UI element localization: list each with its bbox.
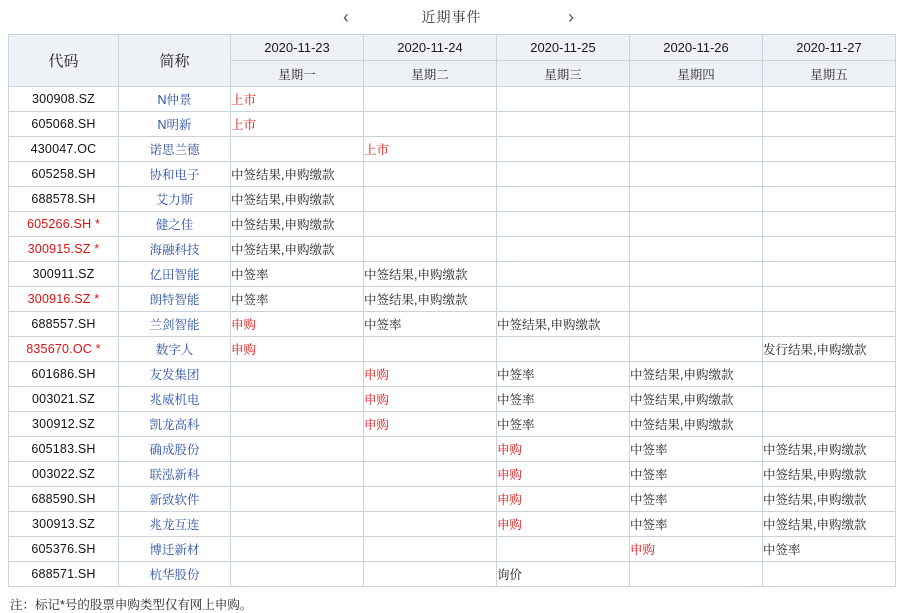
cell-event [364, 87, 497, 112]
cell-event [630, 562, 763, 587]
cell-code[interactable]: 688557.SH [9, 312, 119, 337]
cell-event [497, 137, 630, 162]
cell-code[interactable]: 300913.SZ [9, 512, 119, 537]
cell-name[interactable]: N仲景 [119, 87, 231, 112]
cell-event [231, 562, 364, 587]
cell-event: 中签率 [630, 437, 763, 462]
cell-event: 中签率 [497, 412, 630, 437]
cell-event: 申购 [231, 337, 364, 362]
cell-event: 申购 [364, 412, 497, 437]
table-row[interactable] [9, 87, 896, 112]
cell-code[interactable]: 300911.SZ [9, 262, 119, 287]
cell-code[interactable]: 601686.SH [9, 362, 119, 387]
cell-event [630, 112, 763, 137]
table-row[interactable] [9, 487, 896, 512]
cell-event [497, 212, 630, 237]
cell-name[interactable]: 杭华股份 [119, 562, 231, 587]
column-header-date-3: 2020-11-26 [630, 35, 763, 61]
cell-event [763, 262, 896, 287]
cell-name[interactable]: 数字人 [119, 337, 231, 362]
cell-name[interactable]: 兆龙互连 [119, 512, 231, 537]
table-row[interactable] [9, 187, 896, 212]
table-body [9, 87, 896, 587]
cell-event [364, 437, 497, 462]
cell-event [231, 137, 364, 162]
table-row[interactable] [9, 562, 896, 587]
table-row[interactable] [9, 537, 896, 562]
cell-name[interactable]: 兆威机电 [119, 387, 231, 412]
cell-event: 发行结果,申购缴款 [763, 337, 896, 362]
cell-name[interactable]: 艾力斯 [119, 187, 231, 212]
column-header-weekday-4: 星期五 [763, 61, 896, 87]
cell-event [763, 562, 896, 587]
cell-event [630, 162, 763, 187]
cell-event [231, 462, 364, 487]
column-header-weekday-3: 星期四 [630, 61, 763, 87]
column-header-weekday-0: 星期一 [231, 61, 364, 87]
cell-event [364, 112, 497, 137]
cell-event [364, 512, 497, 537]
cell-event [630, 87, 763, 112]
cell-code[interactable]: 300915.SZ * [9, 237, 119, 262]
cell-event: 中签率 [630, 512, 763, 537]
cell-event: 申购 [364, 387, 497, 412]
cell-event [763, 412, 896, 437]
cell-event [364, 462, 497, 487]
cell-event: 申购 [497, 512, 630, 537]
cell-event: 中签结果,申购缴款 [231, 187, 364, 212]
cell-event: 申购 [497, 462, 630, 487]
cell-code[interactable]: 003022.SZ [9, 462, 119, 487]
cell-code[interactable]: 300916.SZ * [9, 287, 119, 312]
cell-event [630, 137, 763, 162]
table-row[interactable] [9, 362, 896, 387]
cell-event: 中签率 [364, 312, 497, 337]
cell-event [497, 112, 630, 137]
cell-event [497, 237, 630, 262]
table-row[interactable] [9, 237, 896, 262]
table-row[interactable] [9, 262, 896, 287]
cell-event [763, 112, 896, 137]
cell-event [763, 137, 896, 162]
cell-name[interactable]: 朗特智能 [119, 287, 231, 312]
cell-event [231, 437, 364, 462]
cell-event [364, 562, 497, 587]
cell-event: 中签率 [630, 462, 763, 487]
cell-code[interactable]: 605183.SH [9, 437, 119, 462]
table-row[interactable] [9, 162, 896, 187]
table-row[interactable] [9, 312, 896, 337]
cell-name[interactable]: 确成股份 [119, 437, 231, 462]
cell-event [497, 87, 630, 112]
cell-event: 上市 [364, 137, 497, 162]
cell-name[interactable]: N明新 [119, 112, 231, 137]
cell-event [630, 287, 763, 312]
cell-event [763, 237, 896, 262]
column-header-name: 简称 [119, 35, 231, 87]
cell-event [763, 87, 896, 112]
cell-event [231, 487, 364, 512]
cell-event [497, 537, 630, 562]
column-header-date-4: 2020-11-27 [763, 35, 896, 61]
chevron-left-icon[interactable]: ‹ [343, 6, 349, 27]
cell-name[interactable]: 诺思兰德 [119, 137, 231, 162]
cell-event: 中签结果,申购缴款 [231, 237, 364, 262]
cell-event: 中签结果,申购缴款 [497, 312, 630, 337]
page-title: 近期事件 [421, 9, 482, 25]
cell-code[interactable]: 300908.SZ [9, 87, 119, 112]
cell-name[interactable]: 协和电子 [119, 162, 231, 187]
table-row[interactable] [9, 212, 896, 237]
cell-event: 中签率 [497, 362, 630, 387]
table-row[interactable] [9, 112, 896, 137]
cell-event: 中签率 [497, 387, 630, 412]
cell-event [364, 337, 497, 362]
table-row[interactable] [9, 137, 896, 162]
cell-event [231, 512, 364, 537]
cell-code[interactable]: 688590.SH [9, 487, 119, 512]
cell-code[interactable]: 688578.SH [9, 187, 119, 212]
cell-code[interactable]: 605068.SH [9, 112, 119, 137]
cell-code[interactable]: 003021.SZ [9, 387, 119, 412]
cell-event: 中签率 [231, 287, 364, 312]
table-row[interactable] [9, 512, 896, 537]
table-row[interactable] [9, 337, 896, 362]
cell-event: 中签率 [630, 487, 763, 512]
cell-event [763, 212, 896, 237]
cell-code[interactable]: 605376.SH [9, 537, 119, 562]
cell-event: 中签率 [231, 262, 364, 287]
column-header-date-2: 2020-11-25 [497, 35, 630, 61]
cell-event: 中签结果,申购缴款 [231, 162, 364, 187]
panel-header [8, 0, 895, 34]
cell-event: 中签结果,申购缴款 [763, 462, 896, 487]
table-row[interactable] [9, 437, 896, 462]
cell-event [630, 187, 763, 212]
cell-event [364, 537, 497, 562]
cell-event: 中签结果,申购缴款 [364, 287, 497, 312]
cell-name[interactable]: 新致软件 [119, 487, 231, 512]
table-row[interactable] [9, 462, 896, 487]
cell-code[interactable]: 688571.SH [9, 562, 119, 587]
cell-event: 中签结果,申购缴款 [763, 487, 896, 512]
cell-event [497, 162, 630, 187]
cell-event: 中签结果,申购缴款 [763, 512, 896, 537]
cell-event [763, 187, 896, 212]
cell-name[interactable]: 海融科技 [119, 237, 231, 262]
cell-event [364, 162, 497, 187]
table-row[interactable] [9, 412, 896, 437]
cell-event [497, 337, 630, 362]
cell-event [630, 212, 763, 237]
cell-event: 上市 [231, 87, 364, 112]
cell-event [763, 162, 896, 187]
cell-event: 申购 [231, 312, 364, 337]
cell-name[interactable]: 亿田智能 [119, 262, 231, 287]
cell-code[interactable]: 605266.SH * [9, 212, 119, 237]
chevron-right-icon[interactable]: › [568, 6, 574, 27]
cell-name[interactable]: 联泓新科 [119, 462, 231, 487]
cell-event: 申购 [630, 537, 763, 562]
cell-event [630, 262, 763, 287]
cell-name[interactable]: 健之佳 [119, 212, 231, 237]
cell-event [364, 237, 497, 262]
cell-event [497, 262, 630, 287]
cell-event: 上市 [231, 112, 364, 137]
cell-event: 询价 [497, 562, 630, 587]
cell-name[interactable]: 友发集团 [119, 362, 231, 387]
cell-event [364, 187, 497, 212]
table-row[interactable] [9, 387, 896, 412]
cell-event [630, 237, 763, 262]
column-header-weekday-1: 星期二 [364, 61, 497, 87]
cell-event [497, 187, 630, 212]
cell-event [231, 362, 364, 387]
cell-event [630, 337, 763, 362]
table-row[interactable] [9, 287, 896, 312]
cell-name[interactable]: 兰剑智能 [119, 312, 231, 337]
cell-event [497, 287, 630, 312]
cell-event: 中签结果,申购缴款 [763, 437, 896, 462]
cell-name[interactable]: 凯龙高科 [119, 412, 231, 437]
column-header-code: 代码 [9, 35, 119, 87]
cell-name[interactable]: 博迁新材 [119, 537, 231, 562]
cell-event: 申购 [497, 437, 630, 462]
cell-event [364, 487, 497, 512]
cell-event: 中签结果,申购缴款 [231, 212, 364, 237]
cell-event [364, 212, 497, 237]
column-header-weekday-2: 星期三 [497, 61, 630, 87]
events-table [8, 34, 896, 587]
cell-event [763, 362, 896, 387]
cell-event: 申购 [364, 362, 497, 387]
cell-event: 中签结果,申购缴款 [630, 387, 763, 412]
cell-event [763, 287, 896, 312]
cell-event: 中签率 [763, 537, 896, 562]
cell-event [763, 312, 896, 337]
table-header [9, 35, 896, 87]
cell-event: 中签结果,申购缴款 [364, 262, 497, 287]
cell-event: 中签结果,申购缴款 [630, 362, 763, 387]
cell-event [630, 312, 763, 337]
cell-event [231, 537, 364, 562]
cell-event: 中签结果,申购缴款 [630, 412, 763, 437]
cell-event [231, 387, 364, 412]
cell-code[interactable]: 835670.OC * [9, 337, 119, 362]
column-header-date-1: 2020-11-24 [364, 35, 497, 61]
cell-event [231, 412, 364, 437]
footnote: 注：标记*号的股票申购类型仅有网上申购。 [10, 598, 253, 612]
cell-code[interactable]: 430047.OC [9, 137, 119, 162]
cell-code[interactable]: 605258.SH [9, 162, 119, 187]
cell-code[interactable]: 300912.SZ [9, 412, 119, 437]
column-header-date-0: 2020-11-23 [231, 35, 364, 61]
cell-event [763, 387, 896, 412]
cell-event: 申购 [497, 487, 630, 512]
